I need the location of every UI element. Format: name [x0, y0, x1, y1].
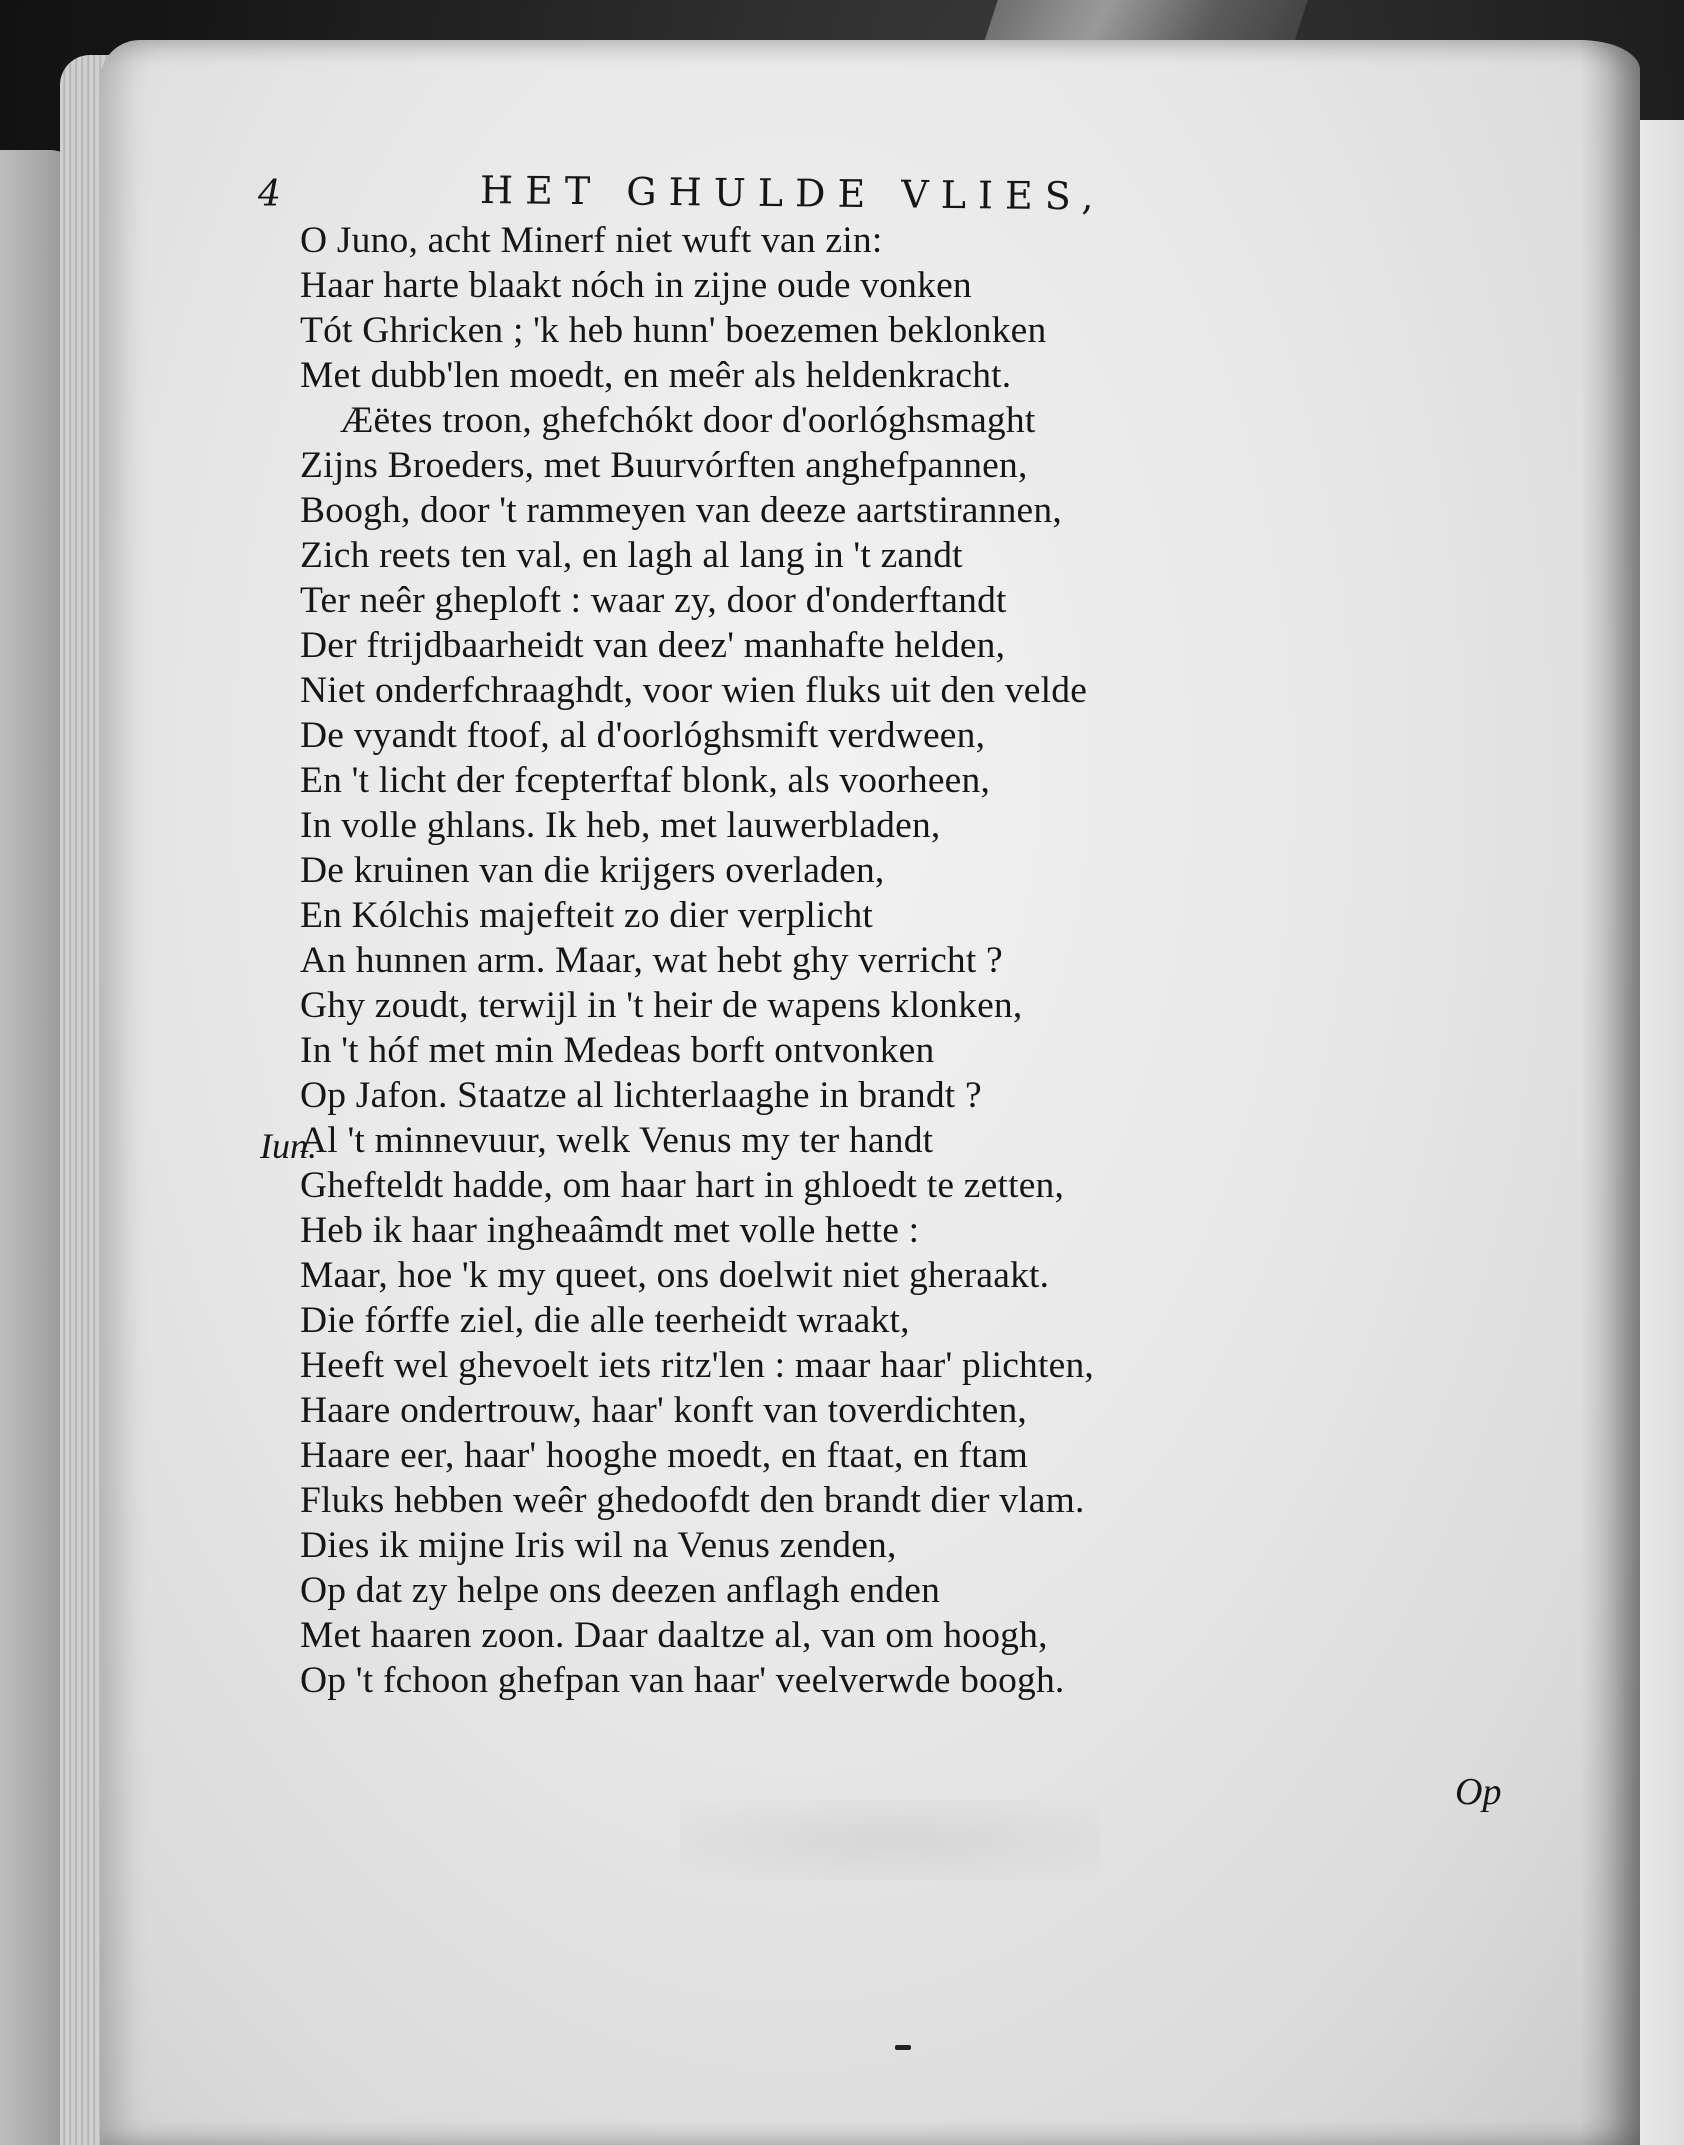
verse-line: Zich reets ten val, en lagh al lang in 't zandt	[300, 535, 963, 576]
verse-line: Ter neêr gheploft : waar zy, door d'onderftandt	[300, 580, 1007, 621]
verse-line-indented	[300, 398, 1094, 443]
verse-line: Met dubb'len moedt, en meêr als heldenkracht.	[300, 355, 1012, 396]
verse-line: De vyandt ftoof, al d'oorlóghsmift verdween,	[300, 715, 986, 756]
verse-line: Ghy zoudt, terwijl in 't heir de wapens klonken,	[300, 985, 1023, 1026]
page-number: 4	[258, 174, 281, 215]
verse-line: Met haaren zoon. Daar daaltze al, van om hoogh,	[300, 1615, 1048, 1656]
verse-line: Heeft wel ghevoelt iets ritz'len : maar haar' plichten,	[300, 1345, 1094, 1386]
verse-line: Ghefteldt hadde, om haar hart in ghloedt te zetten,	[300, 1165, 1065, 1206]
verse-line: Tót Ghricken ; 'k heb hunn' boezemen beklonken	[300, 310, 1047, 351]
verse-line: En Kólchis majefteit zo dier verplicht	[300, 895, 874, 936]
verse-line: Al 't minnevuur, welk Venus my ter handt	[300, 1120, 934, 1161]
verse-line: In 't hóf met min Medeas borft ontvonken	[300, 1030, 935, 1071]
verse-line: Dies ik mijne Iris wil na Venus zenden,	[300, 1525, 897, 1566]
verse-line: Op Jafon. Staatze al lichterlaaghe in brandt ?	[300, 1075, 982, 1116]
verse-line: Haar harte blaakt nóch in zijne oude vonken	[300, 265, 972, 306]
ink-speck	[895, 2045, 911, 2050]
verse-line: Der ftrijdbaarheidt van deez' manhafte helden,	[300, 625, 1006, 666]
verse-line: Op dat zy helpe ons deezen anflagh enden	[300, 1570, 941, 1611]
verse-line: Die fórffe ziel, die alle teerheidt wraakt,	[300, 1300, 910, 1341]
verse-line: Haare eer, haar' hooghe moedt, en ftaat, en ftam	[300, 1435, 1029, 1476]
catchword: Op	[1455, 1771, 1502, 1813]
verse-line: Zijns Broeders, met Buurvórften anghefpannen,	[300, 445, 1028, 486]
verse-line: O Juno, acht Minerf niet wuft van zin:	[300, 220, 883, 261]
verse-line: Op 't fchoon ghefpan van haar' veelverwde boogh.	[300, 1660, 1065, 1701]
verse-line: Heb ik haar ingheaâmdt met volle hette :	[300, 1210, 920, 1251]
speaker-label: Iun.	[260, 1126, 317, 1166]
verse-line-text: Æëtes troon, ghefchókt door d'oorlóghsmaght	[340, 400, 1036, 441]
verse-line: Maar, hoe 'k my queet, ons doelwit niet gheraakt.	[300, 1255, 1050, 1296]
verse-line: En 't licht der fcepterftaf blonk, als voorheen,	[300, 760, 991, 801]
verse-line: De kruinen van die krijgers overladen,	[300, 850, 885, 891]
verse-line: An hunnen arm. Maar, wat hebt ghy verricht ?	[300, 940, 1003, 981]
verse-line: Fluks hebben weêr ghedoofdt den brandt dier vlam.	[300, 1480, 1085, 1521]
running-head: HET GHULDE VLIES,	[479, 168, 1106, 219]
verse-line: Niet onderfchraaghdt, voor wien fluks uit den velde	[300, 670, 1088, 711]
verse-lines	[300, 218, 1094, 1703]
verse-line: Haare ondertrouw, haar' konft van toverdichten,	[300, 1390, 1027, 1431]
verse-line: In volle ghlans. Ik heb, met lauwerbladen,	[300, 805, 941, 846]
verse-line: Boogh, door 't rammeyen van deeze aartstirannen,	[300, 490, 1062, 531]
